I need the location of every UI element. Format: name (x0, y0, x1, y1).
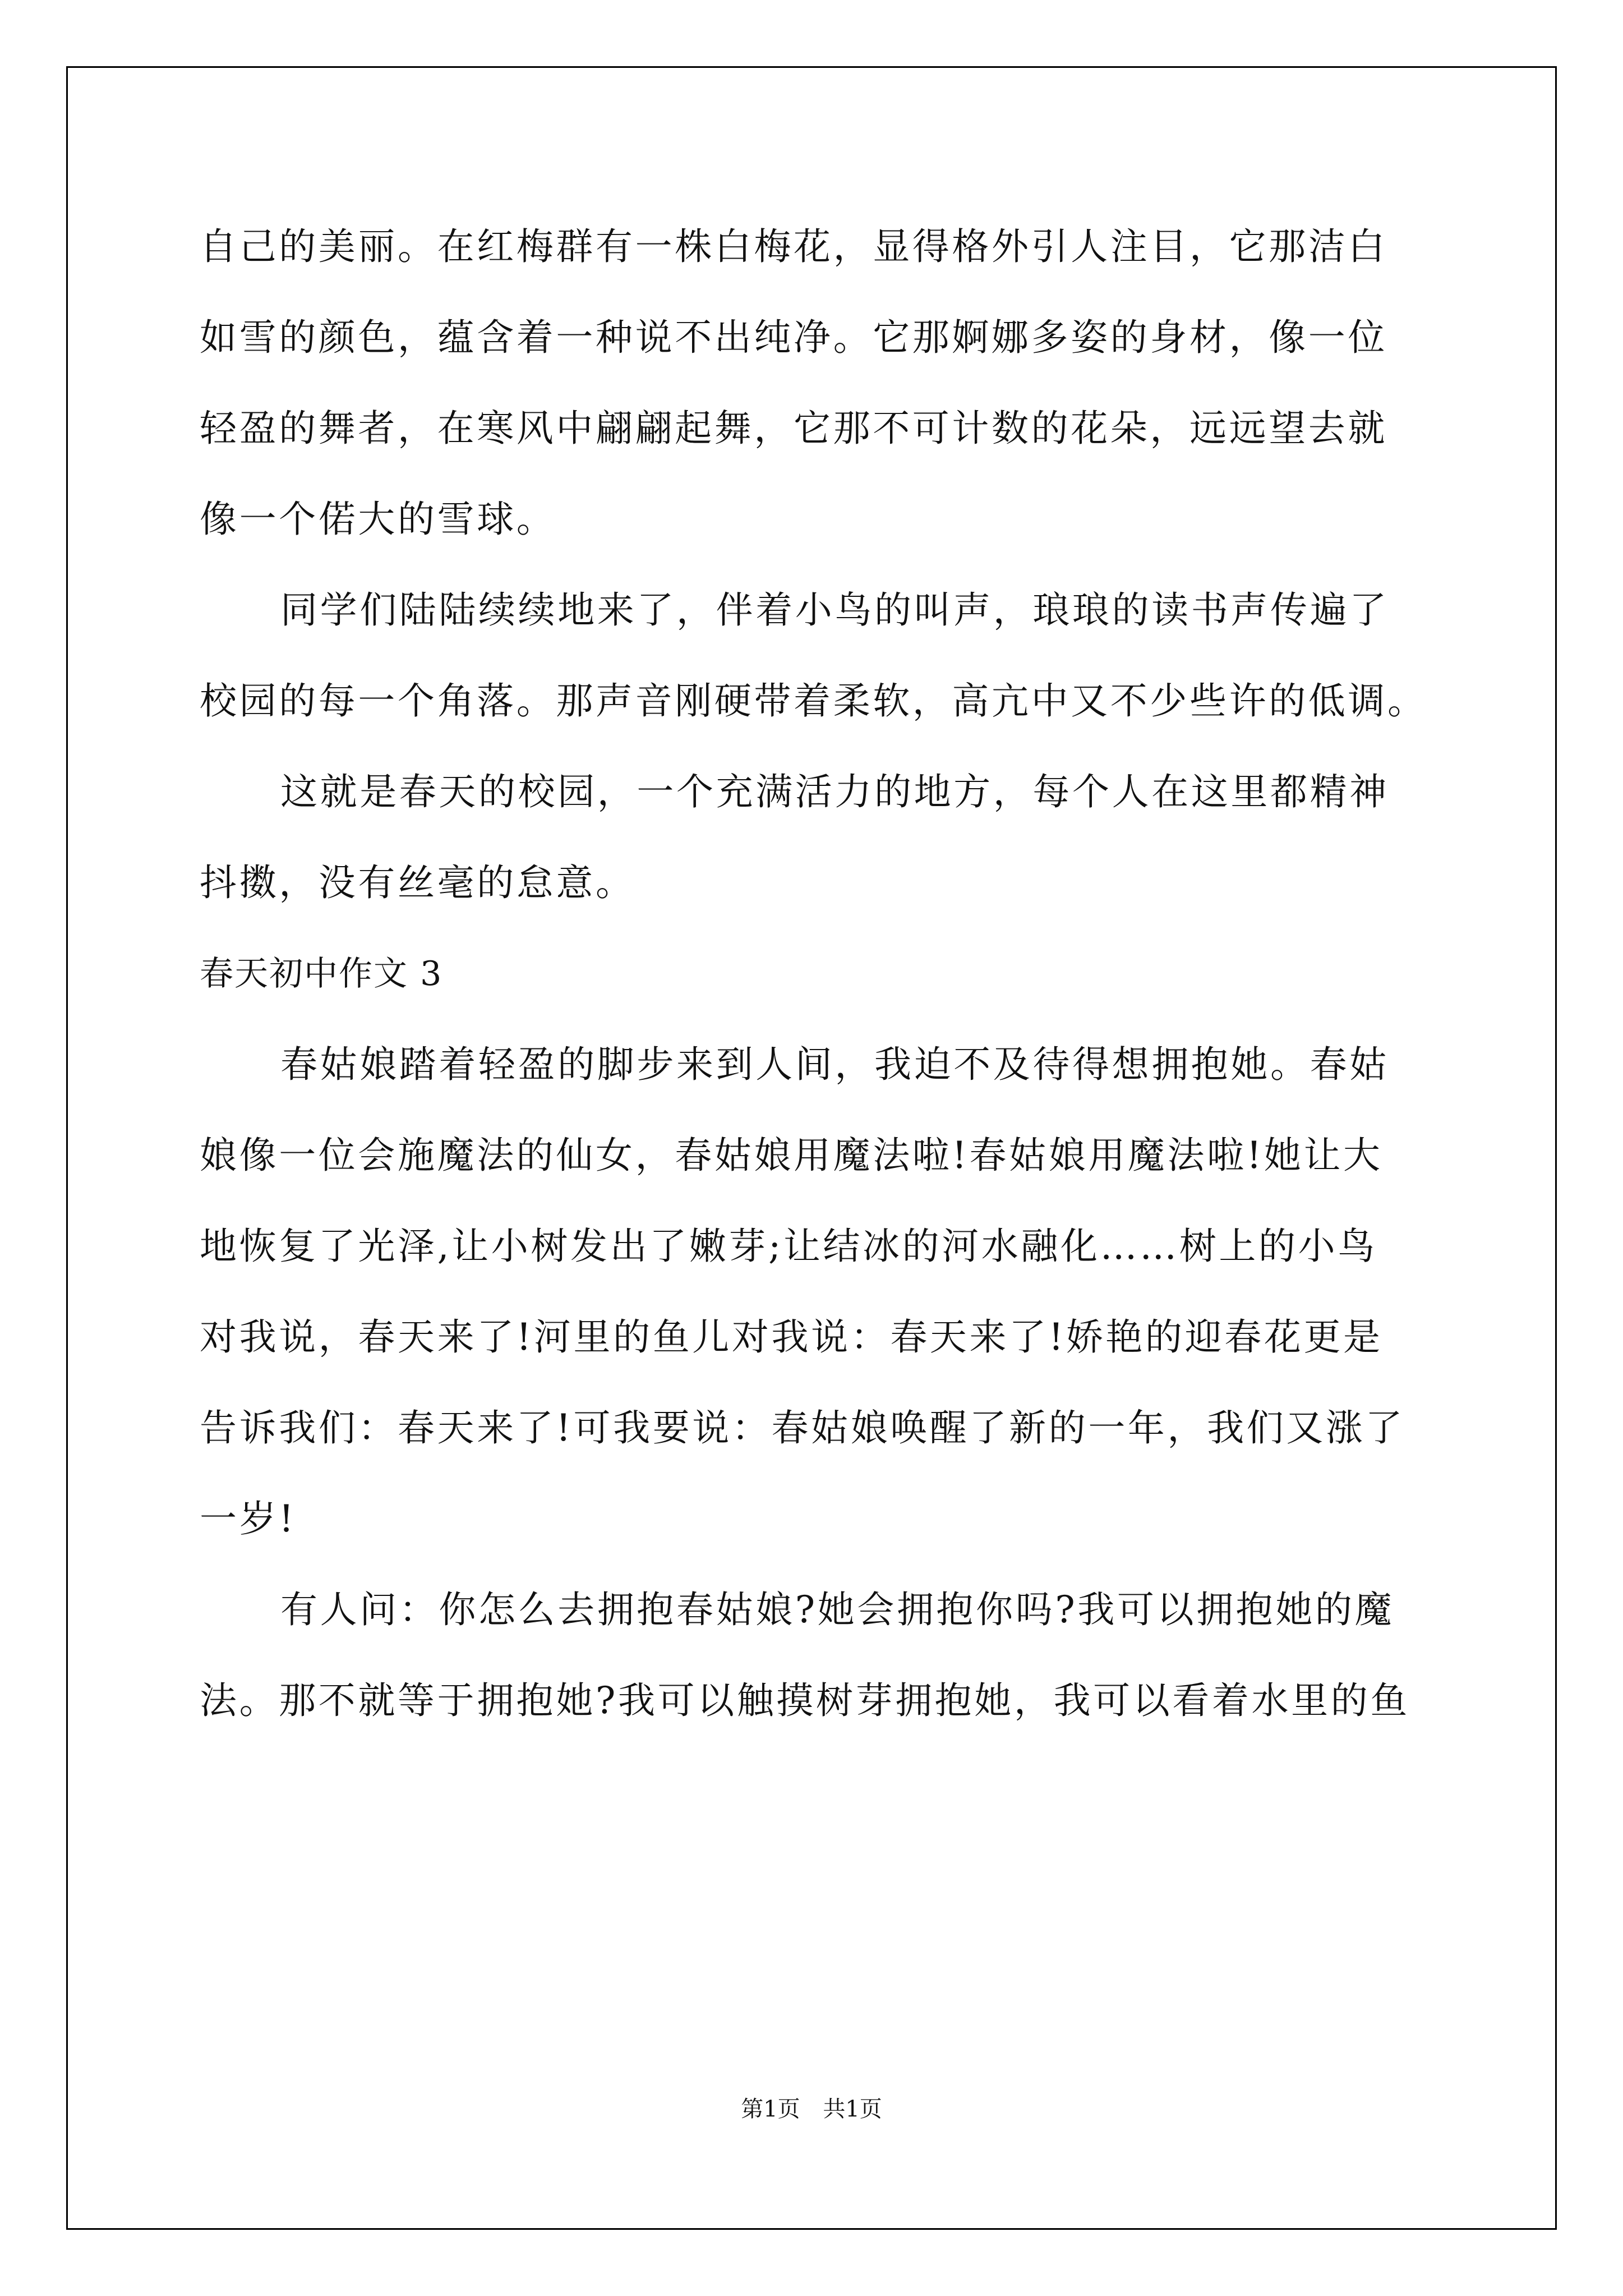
section-heading: 春天初中作文 3 (200, 954, 443, 993)
page-footer (0, 2095, 1623, 2123)
paragraph-line: 自己的美丽。在红梅群有一株白梅花，显得格外引人注目，它那洁白 (200, 225, 1387, 268)
paragraph-line: 有人问：你怎么去拥抱春姑娘?她会拥抱你吗?我可以拥抱她的魔 (280, 1588, 1395, 1631)
paragraph-line: 像一个偌大的雪球。 (200, 498, 556, 541)
paragraph-line: 娘像一位会施魔法的仙女，春姑娘用魔法啦!春姑娘用魔法啦!她让大 (200, 1134, 1383, 1177)
paragraph-line: 一岁! (200, 1497, 297, 1540)
paragraph-line: 这就是春天的校园，一个充满活力的地方，每个人在这里都精神 (280, 770, 1389, 813)
paragraph-line: 校园的每一个角落。那声音刚硬带着柔软，高亢中又不少些许的低调。 (200, 679, 1427, 723)
paragraph-line: 如雪的颜色，蕴含着一种说不出纯净。它那婀娜多姿的身材，像一位 (200, 316, 1387, 359)
paragraph-line: 告诉我们：春天来了!可我要说：春姑娘唤醒了新的一年，我们又涨了 (200, 1406, 1405, 1450)
paragraph-line: 轻盈的舞者，在寒风中翩翩起舞，它那不可计数的花朵，远远望去就 (200, 407, 1387, 450)
paragraph-line: 地恢复了光泽,让小树发出了嫩芽;让结冰的河水融化……树上的小鸟 (200, 1225, 1377, 1268)
paragraph-line: 对我说，春天来了!河里的鱼儿对我说：春天来了!娇艳的迎春花更是 (200, 1315, 1383, 1359)
paragraph-line: 抖擞，没有丝毫的怠意。 (200, 861, 635, 904)
paragraph-line: 法。那不就等于拥抱她?我可以触摸树芽拥抱她，我可以看着水里的鱼 (200, 1679, 1410, 1722)
page-number: 第1页 (741, 2096, 800, 2122)
page-total: 共1页 (823, 2096, 882, 2122)
paragraph-line: 同学们陆陆续续地来了，伴着小鸟的叫声，琅琅的读书声传遍了 (280, 588, 1389, 632)
paragraph-line: 春姑娘踏着轻盈的脚步来到人间，我迫不及待得想拥抱她。春姑 (280, 1043, 1389, 1086)
